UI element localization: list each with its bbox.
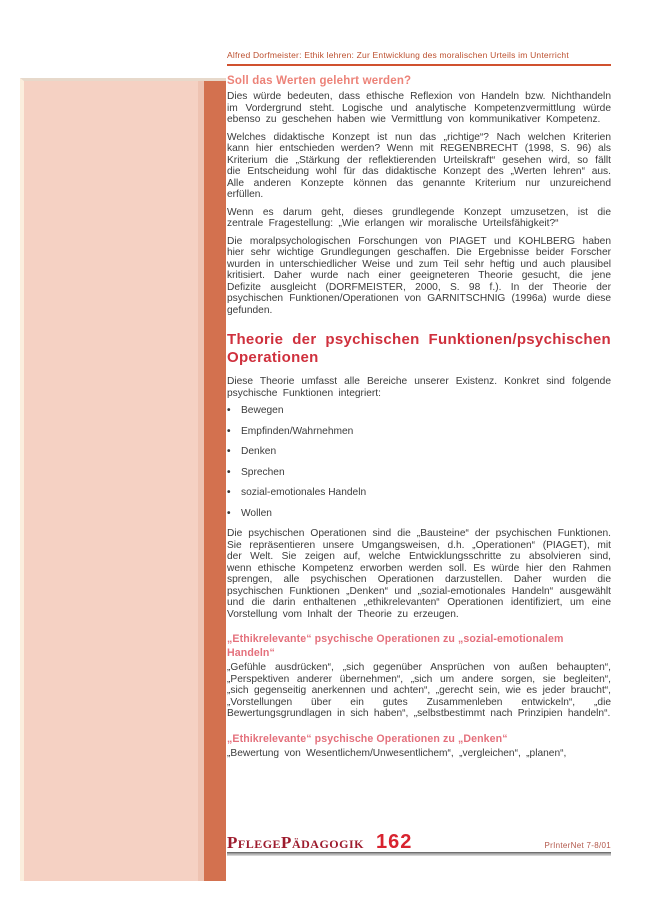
article-page bbox=[227, 50, 611, 766]
psychic-functions-list bbox=[227, 405, 611, 519]
list-item-label: Bewegen bbox=[241, 405, 284, 416]
bullet-icon: • bbox=[227, 405, 231, 416]
paragraph: Dies würde bedeuten, dass ethische Reflexion von Handeln bzw. Nichthandeln im Vordergrund steht. Logische und analytische Kompetenzvermittlung würde ebenso zu geschehen haben wie Vermittlung von kommunikativer Kompetenz. bbox=[227, 91, 611, 125]
list-item-label: Denken bbox=[241, 446, 277, 457]
panel-dark-stripe bbox=[204, 81, 226, 881]
list-item bbox=[227, 405, 611, 417]
list-item bbox=[227, 426, 611, 438]
paragraph: „Bewertung von Wesentlichem/Unwesentlichem“, „vergleichen“, „planen“, bbox=[227, 748, 567, 759]
bullet-icon: • bbox=[227, 446, 231, 457]
section-heading-theorie: Theorie der psychischen Funktionen/psychischen Operationen bbox=[227, 331, 611, 366]
subsection-heading-sozial-emotional: „Ethikrelevante“ psychische Operationen zu „sozial-emotionalem Handeln“ bbox=[227, 633, 564, 659]
list-item bbox=[227, 487, 611, 499]
section-heading-soll-das-werten: Soll das Werten gelehrt werden? bbox=[227, 75, 412, 87]
bullet-icon: • bbox=[227, 507, 231, 519]
list-item-label: Empfinden/Wahrnehmen bbox=[241, 425, 354, 437]
paragraph: Diese Theorie umfasst alle Bereiche unserer Existenz. Konkret sind folgende psychische Funktionen integriert: bbox=[227, 376, 611, 399]
paragraph: Die moralpsychologischen Forschungen von PIAGET und KOHLBERG haben hier sehr wichtige Grundlegungen geschaffen. Die Ergebnisse beider Forscher wurden in unterschiedlicher Weise und zum Teil sehr heftig und auch plausibel kritisiert. Daher wurde nach einer geeigneteren Theorie gesucht, die jene Defizite ausgleicht (DORFMEISTER, 2000, S. 98 f.). In der Theorie der psychischen Funktionen/Operationen von GARNITSCHNIG (1996a) wurde diese gefunden. bbox=[227, 235, 611, 316]
page-number: 162 bbox=[375, 831, 413, 853]
bullet-icon: • bbox=[227, 487, 231, 498]
paragraph: „Gefühle ausdrücken“, „sich gegenüber Ansprüchen von außen behaupten“, „Perspektiven anderer übernehmen“, „sich um andere sorgen, sie begleiten“, „sich gegenseitig anerkennen und achten“, „gerecht sein, wie es jeder braucht“, „Vorstellungen über ein gutes Zusammenleben entwickeln“, „die Bewertungsgrundlagen in sich haben“, „selbstbestimmt nach Prinzipien handeln“. bbox=[227, 662, 611, 719]
paragraph: Wenn es darum geht, dieses grundlegende Konzept umzusetzen, ist die zentrale Fragestellung: „Wie erlangen wir moralische Urteilsfähigkeit?“ bbox=[227, 206, 611, 229]
footer-row bbox=[227, 831, 611, 854]
paragraph: Die psychischen Operationen sind die „Bausteine“ der psychischen Funktionen. Sie repräsentieren unsere Umgangsweisen, d.h. „Operationen“ (PIAGET), mit der Welt. Sie zeigen auf, welche Entwicklungsschritte zu absolvieren sind, wenn ethische Kompetenz erworben werden soll. Es würde hier den Rahmen sprengen, alle psychischen Operationen darzustellen. Daher wurden die psychischen Funktionen „Denken“ und „sozial-emotionales Handeln“ ausgewählt und die darin enthaltenen „ethikrelevanten“ Operationen identifiziert, um eine Vorstellung vom Inhalt der Theorie zu erzeugen. bbox=[227, 528, 611, 620]
journal-issue-label: PrInterNet 7-8/01 bbox=[544, 841, 611, 850]
list-item bbox=[227, 467, 611, 479]
subsection-heading-denken: „Ethikrelevante“ psychische Operationen zu „Denken“ bbox=[227, 732, 508, 745]
page-footer bbox=[227, 831, 611, 856]
list-item-label: Wollen bbox=[241, 507, 272, 519]
bullet-icon: • bbox=[227, 466, 231, 478]
list-item bbox=[227, 508, 611, 520]
paragraph: Welches didaktische Konzept ist nun das „richtige“? Nach welchen Kriterien kann hier entschieden werden? Wenn mit REGENBRECHT (1998, S. 96) als Kriterium die „Stärkung der reflektierenden Urteilskraft“ gesehen wird, so fällt die Entscheidung wohl für das didaktische Konzept des „Werten lehren“ aus. Alle anderen Konzepte können das genannte Kriterium nur unzureichend erfüllen. bbox=[227, 131, 611, 200]
list-item bbox=[227, 446, 611, 458]
list-item-label: sozial-emotionales Handeln bbox=[241, 487, 367, 498]
decorative-left-panel bbox=[20, 78, 226, 881]
running-head: Alfred Dorfmeister: Ethik lehren: Zur Entwicklung des moralischen Urteils im Unterricht bbox=[227, 50, 611, 66]
journal-section-wordmark: PflegePädagogik bbox=[227, 833, 364, 852]
bullet-icon: • bbox=[227, 425, 231, 437]
list-item-label: Sprechen bbox=[241, 466, 285, 478]
